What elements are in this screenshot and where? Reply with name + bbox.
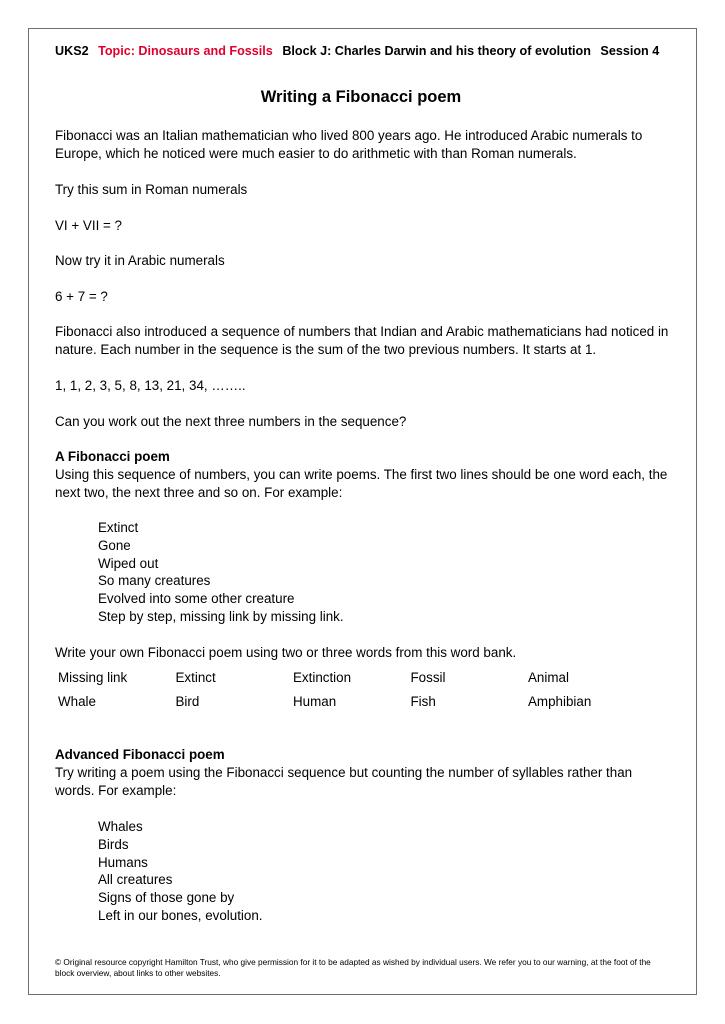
fib-poem-instructions: Using this sequence of numbers, you can write poems. The first two lines should be one word each, the next two, the next three and so on. For example: <box>55 467 668 500</box>
poem-line: Left in our bones, evolution. <box>98 907 263 923</box>
header-level: UKS2 <box>55 44 89 58</box>
fib-poem-heading: A Fibonacci poem <box>55 449 170 464</box>
word-bank-cell: Animal <box>528 669 569 685</box>
poem-line: Evolved into some other creature <box>98 591 295 607</box>
arabic-prompt: Now try it in Arabic numerals <box>55 253 225 268</box>
word-bank-cell: Fossil <box>410 669 446 685</box>
advanced-poem-example <box>98 818 263 925</box>
poem-line: Step by step, missing link by missing link. <box>98 608 344 624</box>
roman-prompt: Try this sum in Roman numerals <box>55 182 248 197</box>
sequence-numbers: 1, 1, 2, 3, 5, 8, 13, 21, 34, …….. <box>55 378 246 393</box>
poem-line: Humans <box>98 854 148 870</box>
arabic-sum: 6 + 7 = ? <box>55 289 108 304</box>
intro-paragraph: Fibonacci was an Italian mathematician who lived 800 years ago. He introduced Arabic numerals to Europe, which he noticed were much easier to do arithmetic with than Roman numerals. <box>55 128 643 161</box>
poem-line: Birds <box>98 836 129 852</box>
word-bank-prompt: Write your own Fibonacci poem using two or three words from this word bank. <box>55 645 517 660</box>
word-bank-cell: Whale <box>58 693 96 709</box>
fib-poem-example <box>98 519 344 626</box>
poem-line: Extinct <box>98 520 139 535</box>
word-bank-cell: Extinct <box>175 669 216 685</box>
header-block: Block J: Charles Darwin and his theory of evolution <box>282 44 591 58</box>
word-bank-cell: Extinction <box>293 669 352 685</box>
poem-line: So many creatures <box>98 573 211 589</box>
header-topic: Topic: Dinosaurs and Fossils <box>98 44 273 58</box>
copyright-footer: © Original resource copyright Hamilton Trust, who give permission for it to be adapted as wished by individual users. We refer you to our warning, at the foot of the block overview, about links to other websites. <box>55 957 651 978</box>
poem-line: All creatures <box>98 872 173 888</box>
header-session: Session 4 <box>600 44 660 58</box>
page-title: Writing a Fibonacci poem <box>260 88 462 106</box>
word-bank-cell: Human <box>293 693 337 709</box>
poem-line: Wiped out <box>98 555 159 571</box>
word-bank-cell: Missing link <box>58 669 128 685</box>
worksheet-header <box>55 44 667 58</box>
advanced-poem-instructions: Try writing a poem using the Fibonacci sequence but counting the number of syllables rather than words. For example: <box>55 765 633 798</box>
roman-sum: VI + VII = ? <box>55 218 122 233</box>
word-bank-cell: Bird <box>175 693 200 709</box>
word-bank-row <box>58 665 658 689</box>
poem-line: Gone <box>98 537 131 553</box>
poem-line: Signs of those gone by <box>98 890 235 906</box>
word-bank-cell: Fish <box>410 693 436 709</box>
sequence-question: Can you work out the next three numbers in the sequence? <box>55 414 407 429</box>
word-bank-table <box>58 665 658 713</box>
poem-line: Whales <box>98 819 143 834</box>
word-bank-cell: Amphibian <box>528 693 592 709</box>
sequence-intro: Fibonacci also introduced a sequence of numbers that Indian and Arabic mathematicians had noticed in nature. Each number in the sequence is the sum of the two previous numbers. It starts at 1. <box>55 324 669 357</box>
advanced-poem-heading: Advanced Fibonacci poem <box>55 747 225 762</box>
word-bank-row <box>58 689 658 713</box>
